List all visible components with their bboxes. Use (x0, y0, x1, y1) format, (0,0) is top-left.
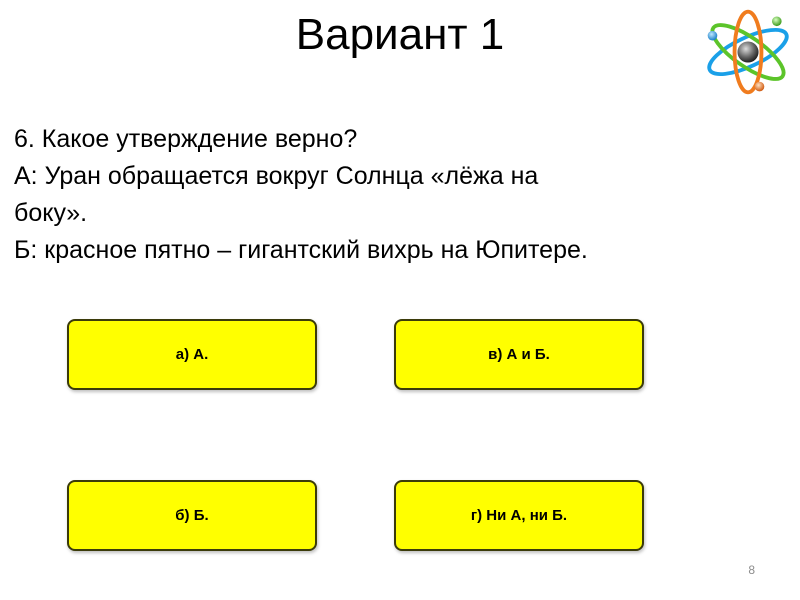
answer-g-button[interactable]: г) Ни А, ни Б. (394, 480, 644, 551)
question-line: А: Уран обращается вокруг Солнца «лёжа на (14, 162, 539, 190)
question-line: Б: красное пятно – гигантский вихрь на Юпитере. (14, 236, 588, 264)
slide-title: Вариант 1 (295, 10, 505, 59)
answer-v-button[interactable]: в) А и Б. (394, 319, 644, 390)
question-line: боку». (14, 199, 88, 227)
page-number: 8 (748, 563, 755, 577)
answer-b-button[interactable]: б) Б. (67, 480, 317, 551)
question-text (14, 121, 784, 269)
question-line: 6. Какое утверждение верно? (14, 125, 358, 153)
atom-icon (700, 4, 796, 100)
answer-a-button[interactable]: а) А. (67, 319, 317, 390)
